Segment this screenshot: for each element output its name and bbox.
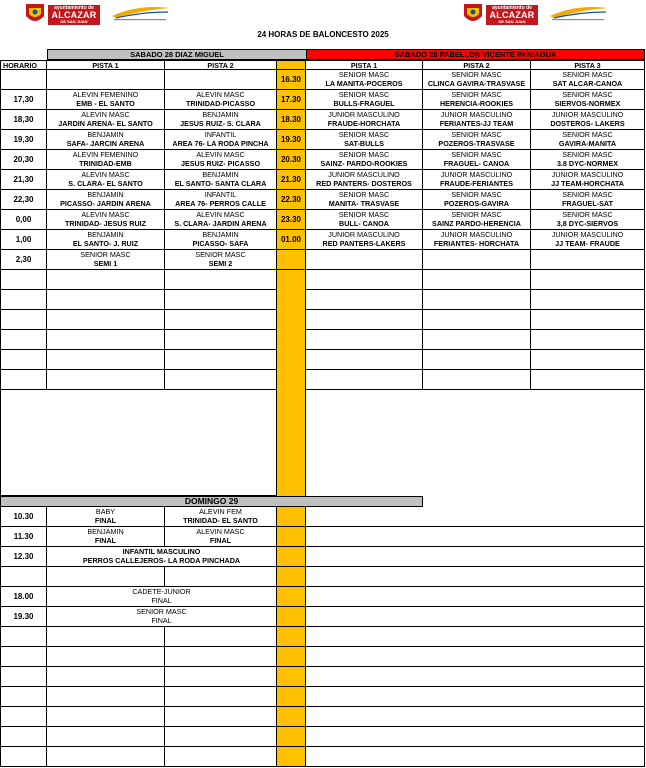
match-label: SAFA- JARCIN ARENA <box>66 139 145 149</box>
empty-cell <box>165 270 277 290</box>
time-cell: 20,30 <box>0 150 47 170</box>
category-label: JUNIOR MASCULINO <box>328 230 400 239</box>
left-pista-1-cell <box>47 527 165 547</box>
category-label: SENIOR MASC <box>562 190 613 199</box>
left-pista-1-cell <box>47 507 165 527</box>
empty-cell <box>306 507 645 527</box>
right-pista-3-cell <box>531 230 645 250</box>
empty-cell <box>47 290 165 310</box>
category-label: SENIOR MASC <box>562 150 613 159</box>
yellow-column <box>277 747 306 767</box>
category-label: SENIOR MASC <box>451 130 502 139</box>
empty-cell <box>165 290 277 310</box>
category-label: ALEVIN FEM <box>199 507 242 516</box>
category-label: SENIOR MASC <box>136 607 187 616</box>
empty-cell <box>47 647 165 667</box>
match-label: CLINCA GAVIRA-TRASVASE <box>427 79 526 89</box>
category-label: BABY <box>95 507 116 516</box>
page-title: 24 HORAS DE BALONCESTO 2025 <box>257 30 389 39</box>
empty-cell <box>423 370 531 390</box>
empty-cell <box>306 270 423 290</box>
left-pista-2-cell <box>165 190 277 210</box>
category-label: BENJAMIN <box>87 230 124 239</box>
time-cell: 17,30 <box>0 90 47 110</box>
category-label: JUNIOR MASCULINO <box>440 170 513 179</box>
yellow-column <box>277 370 306 390</box>
match-label: SAINZ- PARDO-ROOKIES <box>320 159 408 169</box>
right-pista-3-cell <box>531 70 645 90</box>
empty-cell <box>47 350 165 370</box>
time-cell: 22,30 <box>0 190 47 210</box>
empty-cell <box>306 587 645 607</box>
left-pista-1-cell <box>47 150 165 170</box>
empty-cell <box>306 727 645 747</box>
empty-cell <box>531 310 645 330</box>
match-label: SEMI 2 <box>208 259 233 269</box>
empty-cell <box>0 330 47 350</box>
yellow-time-cell: 16.30 <box>277 70 306 90</box>
column-header-yellow <box>277 60 306 70</box>
yellow-time-cell: 21.30 <box>277 170 306 190</box>
yellow-column <box>277 527 306 547</box>
time-cell: 11.30 <box>0 527 47 547</box>
empty-cell <box>0 270 47 290</box>
match-label: JESUS RUIZ- S. CLARA <box>180 119 261 129</box>
empty-cell <box>0 290 47 310</box>
category-label: ALEVIN MASC <box>196 150 245 159</box>
right-pista-2-cell <box>423 70 531 90</box>
category-label: BENJAMIN <box>202 170 239 179</box>
category-label: SENIOR MASC <box>338 150 390 159</box>
match-label: JJ TEAM-HORCHATA <box>551 179 624 189</box>
empty-cell <box>165 707 277 727</box>
left-pista-1-cell <box>47 130 165 150</box>
right-pista-1-cell <box>306 230 423 250</box>
yellow-time-cell: 23.30 <box>277 210 306 230</box>
match-label: RED PANTERS-LAKERS <box>322 239 406 249</box>
left-pista-2-cell <box>165 70 277 90</box>
yellow-column <box>277 687 306 707</box>
time-cell: 18,30 <box>0 110 47 130</box>
match-label: AREA 76- LA RODA PINCHA <box>172 139 269 149</box>
right-pista-3-cell <box>531 110 645 130</box>
empty-cell <box>531 330 645 350</box>
empty-cell <box>531 290 645 310</box>
right-pista-1-cell <box>306 130 423 150</box>
empty-cell <box>306 290 423 310</box>
empty-cell <box>531 370 645 390</box>
yellow-column <box>277 547 306 567</box>
empty-cell <box>165 627 277 647</box>
right-pista-1-cell <box>306 70 423 90</box>
empty-cell <box>306 607 645 627</box>
empty-cell <box>0 667 47 687</box>
empty-cell <box>0 707 47 727</box>
yellow-column <box>277 330 306 350</box>
left-pista-1-cell <box>47 210 165 230</box>
match-label: LA MANITA-POCEROS <box>325 79 403 89</box>
right-pista-1-cell <box>306 190 423 210</box>
match-label: EMB - EL SANTO <box>76 99 135 109</box>
match-label: EL SANTO- SANTA CLARA <box>174 179 267 189</box>
empty-cell <box>0 310 47 330</box>
column-header-horario: HORARIO <box>0 60 47 70</box>
match-label: SAT-BULLS <box>344 139 384 149</box>
column-header-right-pista-1: PISTA 1 <box>306 60 423 70</box>
yellow-column <box>277 727 306 747</box>
empty-cell <box>165 747 277 767</box>
empty-cell <box>306 350 423 370</box>
empty-cell <box>423 270 531 290</box>
match-label: TRINIDAD-EMB <box>79 159 132 169</box>
empty-cell <box>306 370 423 390</box>
right-pista-1-cell <box>306 170 423 190</box>
empty-cell <box>47 687 165 707</box>
right-pista-1-cell <box>306 250 423 270</box>
category-label: INFANTIL MASCULINO <box>122 547 201 556</box>
match-label: EL SANTO- J. RUIZ <box>72 239 139 249</box>
empty-cell <box>47 330 165 350</box>
empty-cell <box>165 667 277 687</box>
empty-cell <box>165 330 277 350</box>
logo-brand: ayuntamiento de ALCAZAR DE SAN JUAN <box>486 5 538 25</box>
category-label: SENIOR MASC <box>451 210 502 219</box>
empty-cell <box>47 707 165 727</box>
match-label: BULLS-FRAGUEL <box>333 99 395 109</box>
right-pista-3-cell <box>531 130 645 150</box>
empty-cell <box>423 350 531 370</box>
category-label: ALEVIN MASC <box>196 210 245 219</box>
category-label: SENIOR MASC <box>451 70 502 79</box>
yellow-time-cell <box>277 250 306 270</box>
match-label: BULL- CANOA <box>339 219 389 229</box>
empty-cell <box>306 627 645 647</box>
empty-cell <box>0 747 47 767</box>
category-label: ALEVIN MASC <box>81 110 130 119</box>
empty-cell <box>0 727 47 747</box>
empty-cell <box>165 687 277 707</box>
empty-cell <box>423 310 531 330</box>
category-label: BENJAMIN <box>87 130 124 139</box>
category-label: SENIOR MASC <box>338 130 390 139</box>
blank-block <box>0 390 277 496</box>
empty-cell <box>306 330 423 350</box>
category-label: JUNIOR MASCULINO <box>551 170 624 179</box>
yellow-column <box>277 627 306 647</box>
match-label: POZEROS-GAVIRA <box>444 199 509 209</box>
right-pista-2-cell <box>423 250 531 270</box>
right-pista-2-cell <box>423 130 531 150</box>
left-pista-2-cell <box>165 90 277 110</box>
category-label: ALEVIN MASC <box>196 90 245 99</box>
right-pista-2-cell <box>423 230 531 250</box>
yellow-time-cell: 17.30 <box>277 90 306 110</box>
time-cell: 1,00 <box>0 230 47 250</box>
category-label: SENIOR MASC <box>562 130 613 139</box>
left-pista-2-cell <box>165 130 277 150</box>
match-label: FINAL <box>209 536 232 546</box>
right-pista-3-cell <box>531 250 645 270</box>
empty-cell <box>165 727 277 747</box>
sunday-banner: DOMINGO 29 <box>0 496 423 507</box>
empty-cell <box>423 496 645 507</box>
category-label: BENJAMIN <box>202 110 239 119</box>
time-cell: 10.30 <box>0 507 47 527</box>
time-cell <box>0 70 47 90</box>
category-label: SENIOR MASC <box>562 70 613 79</box>
category-label: JUNIOR MASCULINO <box>328 110 400 119</box>
category-label: JUNIOR MASCULINO <box>328 170 400 179</box>
match-label: FINAL <box>151 596 172 606</box>
saturday-left-banner: SABADO 28 DIAZ MIGUEL <box>47 49 306 60</box>
left-pista-1-cell <box>47 190 165 210</box>
empty-cell <box>306 687 645 707</box>
empty-cell <box>0 647 47 667</box>
category-label: SENIOR MASC <box>338 90 390 99</box>
empty-cell <box>306 547 645 567</box>
logo-brand: ayuntamiento de ALCAZAR DE SAN JUAN <box>48 5 100 25</box>
column-header-left-pista-1: PISTA 1 <box>47 60 165 70</box>
time-cell: 21,30 <box>0 170 47 190</box>
category-label: BENJAMIN <box>87 190 124 199</box>
match-label: SEMI 1 <box>93 259 118 269</box>
empty-cell <box>47 310 165 330</box>
left-pista-1-cell <box>47 110 165 130</box>
match-label: FERIANTES-JJ TEAM <box>439 119 514 129</box>
yellow-column <box>277 290 306 310</box>
match-label: SIERVOS-NORMEX <box>554 99 621 109</box>
column-header-right-pista-2: PISTA 2 <box>423 60 531 70</box>
category-label: ALEVIN FEMENINO <box>72 150 139 159</box>
match-label: SAINZ PARDO-HERENCIA <box>432 219 521 229</box>
empty-cell <box>47 747 165 767</box>
right-pista-2-cell <box>423 150 531 170</box>
category-label: JUNIOR MASCULINO <box>440 230 513 239</box>
empty-cell <box>0 627 47 647</box>
category-label: SENIOR MASC <box>451 90 502 99</box>
category-label: CADETE-JUNIOR <box>132 587 191 596</box>
category-label: ALEVIN MASC <box>81 210 130 219</box>
match-label: S. CLARA- EL SANTO <box>68 179 143 189</box>
yellow-time-cell: 01.00 <box>277 230 306 250</box>
right-pista-3-cell <box>531 170 645 190</box>
category-label: SENIOR MASC <box>562 90 613 99</box>
category-label: BENJAMIN <box>87 527 124 536</box>
right-pista-3-cell <box>531 90 645 110</box>
match-label: PICASSO- JARDIN ARENA <box>60 199 151 209</box>
right-pista-1-cell <box>306 90 423 110</box>
empty-cell <box>306 310 423 330</box>
category-label: JUNIOR MASCULINO <box>440 110 513 119</box>
category-label: ALEVIN FEMENINO <box>72 90 139 99</box>
match-label: GAVIRA-MANITA <box>558 139 617 149</box>
empty-cell <box>165 370 277 390</box>
empty-cell <box>0 350 47 370</box>
yellow-column <box>277 390 306 496</box>
right-pista-2-cell <box>423 110 531 130</box>
time-cell <box>0 567 47 587</box>
saturday-right-banner: SABADO 28 PABELLON VICENTE PANIAGUA <box>306 49 645 60</box>
left-pista-1-cell <box>47 170 165 190</box>
empty-cell <box>423 330 531 350</box>
empty-cell <box>306 527 645 547</box>
match-label: PERROS CALLEJEROS- LA RODA PINCHADA <box>82 556 241 566</box>
right-pista-2-cell <box>423 170 531 190</box>
empty-cell <box>531 350 645 370</box>
left-pista-2-cell <box>165 230 277 250</box>
match-label: POZEROS-TRASVASE <box>438 139 515 149</box>
left-pista-2-cell <box>165 527 277 547</box>
left-pista-2-cell <box>165 250 277 270</box>
left-pista-2-cell <box>165 567 277 587</box>
merged-pista-cell <box>47 587 277 607</box>
empty-cell <box>306 667 645 687</box>
match-label: S. CLARA- JARDIN ARENA <box>174 219 267 229</box>
match-label: FRAUDE-FERIANTES <box>439 179 514 189</box>
match-label: FRAGUEL- CANOA <box>443 159 510 169</box>
column-header-right-pista-3: PISTA 3 <box>531 60 645 70</box>
yellow-column <box>277 607 306 627</box>
right-pista-2-cell <box>423 190 531 210</box>
match-label: TRINIDAD- JESUS RUIZ <box>64 219 147 229</box>
match-label: HERENCIA-ROOKIES <box>439 99 514 109</box>
yellow-time-cell: 19.30 <box>277 130 306 150</box>
right-pista-1-cell <box>306 210 423 230</box>
empty-cell <box>165 647 277 667</box>
match-label: DOSTEROS- LAKERS <box>550 119 625 129</box>
match-label: 3.8 DYC-NORMEX <box>556 159 619 169</box>
category-label: JUNIOR MASCULINO <box>551 110 624 119</box>
empty-cell <box>47 667 165 687</box>
match-label: JARDIN ARENA- EL SANTO <box>58 119 153 129</box>
time-cell: 0,00 <box>0 210 47 230</box>
yellow-column <box>277 310 306 330</box>
right-pista-3-cell <box>531 190 645 210</box>
yellow-time-cell: 20.30 <box>277 150 306 170</box>
category-label: SENIOR MASC <box>338 210 390 219</box>
column-header-left-pista-2: PISTA 2 <box>165 60 277 70</box>
merged-pista-cell <box>47 547 277 567</box>
merged-pista-cell <box>47 607 277 627</box>
empty-cell <box>47 370 165 390</box>
empty-cell <box>165 350 277 370</box>
time-cell: 19.30 <box>0 607 47 627</box>
time-cell: 12.30 <box>0 547 47 567</box>
match-label: FINAL <box>151 616 172 626</box>
time-cell: 2,30 <box>0 250 47 270</box>
yellow-column <box>277 587 306 607</box>
category-label: SENIOR MASC <box>562 210 613 219</box>
empty-cell <box>47 627 165 647</box>
match-label: PICASSO- SAFA <box>192 239 249 249</box>
match-label: SAT ALCAR-CANOA <box>552 79 623 89</box>
category-label: BENJAMIN <box>202 230 239 239</box>
right-pista-2-cell <box>423 90 531 110</box>
left-pista-1-cell <box>47 230 165 250</box>
category-label: JUNIOR MASCULINO <box>551 230 624 239</box>
category-label: SENIOR MASC <box>451 190 502 199</box>
right-pista-3-cell <box>531 150 645 170</box>
right-pista-1-cell <box>306 150 423 170</box>
empty-cell <box>306 747 645 767</box>
empty-cell <box>306 707 645 727</box>
category-label: SENIOR MASC <box>80 250 131 259</box>
yellow-time-cell: 22.30 <box>277 190 306 210</box>
category-label: SENIOR MASC <box>451 150 502 159</box>
empty-cell <box>47 270 165 290</box>
category-label: SENIOR MASC <box>338 190 390 199</box>
left-pista-1-cell <box>47 250 165 270</box>
yellow-column <box>277 567 306 587</box>
category-label: SENIOR MASC <box>338 70 390 79</box>
yellow-column <box>277 507 306 527</box>
left-pista-2-cell <box>165 110 277 130</box>
empty-cell <box>306 647 645 667</box>
yellow-column <box>277 707 306 727</box>
match-label: JESUS RUIZ- PICASSO <box>180 159 261 169</box>
right-pista-3-cell <box>531 210 645 230</box>
left-pista-2-cell <box>165 170 277 190</box>
match-label: RED PANTERS- DOSTEROS <box>316 179 412 189</box>
left-pista-1-cell <box>47 90 165 110</box>
empty-cell <box>423 290 531 310</box>
yellow-column <box>277 667 306 687</box>
match-label: FRAGUEL-SAT <box>562 199 613 209</box>
time-cell: 19,30 <box>0 130 47 150</box>
match-label: TRINIDAD- EL SANTO <box>183 516 258 526</box>
empty-cell <box>0 687 47 707</box>
left-pista-1-cell <box>47 70 165 90</box>
yellow-column <box>277 647 306 667</box>
left-pista-2-cell <box>165 507 277 527</box>
yellow-column <box>277 270 306 290</box>
match-label: MANITA- TRASVASE <box>328 199 400 209</box>
yellow-time-cell: 18.30 <box>277 110 306 130</box>
empty-cell <box>531 270 645 290</box>
category-label: INFANTIL <box>204 190 237 199</box>
empty-cell <box>47 727 165 747</box>
blank-block <box>306 390 645 496</box>
left-pista-2-cell <box>165 210 277 230</box>
time-cell: 18.00 <box>0 587 47 607</box>
match-label: FRAUDE-HORCHATA <box>327 119 401 129</box>
right-pista-1-cell <box>306 110 423 130</box>
match-label: AREA 76- PERROS CALLE <box>175 199 266 209</box>
category-label: ALEVIN MASC <box>196 527 245 536</box>
match-label: FINAL <box>94 536 117 546</box>
empty-cell <box>0 370 47 390</box>
match-label: FERIANTES- HORCHATA <box>433 239 520 249</box>
category-label: SENIOR MASC <box>195 250 246 259</box>
empty-cell <box>306 567 645 587</box>
match-label: FINAL <box>94 516 117 526</box>
empty-cell <box>165 310 277 330</box>
match-label: TRINIDAD-PICASSO <box>185 99 256 109</box>
match-label: JJ TEAM- FRAUDE <box>555 239 620 249</box>
category-label: ALEVIN MASC <box>81 170 130 179</box>
left-pista-2-cell <box>165 150 277 170</box>
match-label: 3,8 DYC-SIERVOS <box>556 219 619 229</box>
category-label: INFANTIL <box>204 130 237 139</box>
left-pista-1-cell <box>47 567 165 587</box>
yellow-column <box>277 350 306 370</box>
right-pista-2-cell <box>423 210 531 230</box>
